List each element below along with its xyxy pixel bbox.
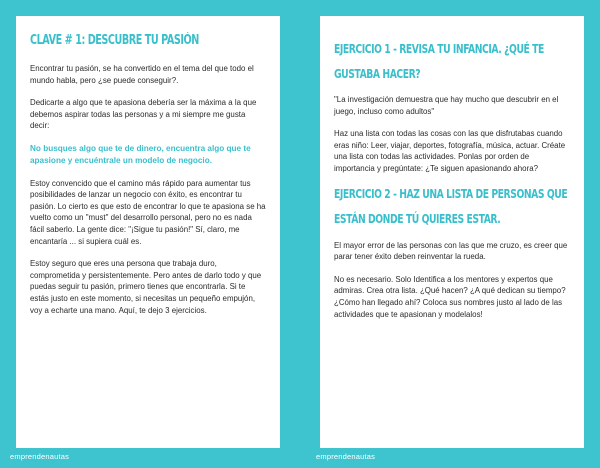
highlight-quote: No busques algo que te de dinero, encuentra algo que te apasione y encuéntrale un modelo de negocio. [30,143,251,165]
footer-brand-right: emprendenautas [316,452,376,461]
conviction-paragraph: Estoy convencido que el camino más rápido para aumentar tus posibilidades de lanzar un negocio con éxito, es encontrar tu pasión. Lo cierto es que esto de encontrar lo que te apasiona se ha vuelto como un "must" del desarrollo personal, pero no es nada fácil saberlo. La gente dice: "¡Sigue tu pasión!" Sí, claro, me encantaría ... si supiera cuál es. [30,178,266,246]
right-page [320,16,584,448]
exercise1-heading: EJERCICIO 1 - REVISA TU INFANCIA. ¿QUÉ TE GUSTABA HACER? [334,41,544,81]
footer-brand-left: emprendenautas [10,452,70,461]
left-page [16,16,280,448]
exercise2-paragraph-2: No es necesario. Solo Identifica a los mentores y expertos que admiras. Crea otra lista. ¿Qué hacen? ¿A qué dedican su tiempo? ¿Cómo han llegado ahí? Coloca sus nombres justo al lado de las actividades que te apasionan y modelalos! [334,274,566,319]
left-page-heading: CLAVE # 1: DESCUBRE TU PASIÓN [30,33,199,48]
passion-paragraph: Dedicarte a algo que te apasiona debería ser la máxima a la que debemos aspirar todas las personas y a mi siempre me gusta decir: [30,98,257,131]
exercise2-paragraph-1: El mayor error de las personas con las que me cruzo, es creer que parar tener éxito deben reinventar la rueda. [334,240,568,262]
exercises-intro-paragraph: Estoy seguro que eres una persona que trabaja duro, comprometida y persistentemente. Pero antes de darlo todo y que puedas seguir tu pasión, primero tienes que encontrarla. Si te estás justo en este momento, si necesitas un pequeño empujón, voy a echarte una mano. Aquí, te dejo 3 ejercicios. [30,259,262,315]
exercise2-heading: EJERCICIO 2 - HAZ UNA LISTA DE PERSONAS QUE ESTÁN DONDE TÚ QUIERES ESTAR. [334,185,568,226]
exercise1-quote: "La investigación demuestra que hay mucho que descubrir en el juego, incluso como adultos" [334,95,559,116]
intro-paragraph: Encontrar tu pasión, se ha convertido en el tema del que todo el mundo habla, pero ¿se puede conseguir?. [30,64,254,85]
exercise1-body: Haz una lista con todas las cosas con las que disfrutabas cuando eras niño: Leer, viajar, deportes, fotografía, música, actuar. Créate una lista con todas las actividades. Ponlas por orden de importancia y pregúntate: ¿Te siguen apasionando ahora? [334,129,566,173]
